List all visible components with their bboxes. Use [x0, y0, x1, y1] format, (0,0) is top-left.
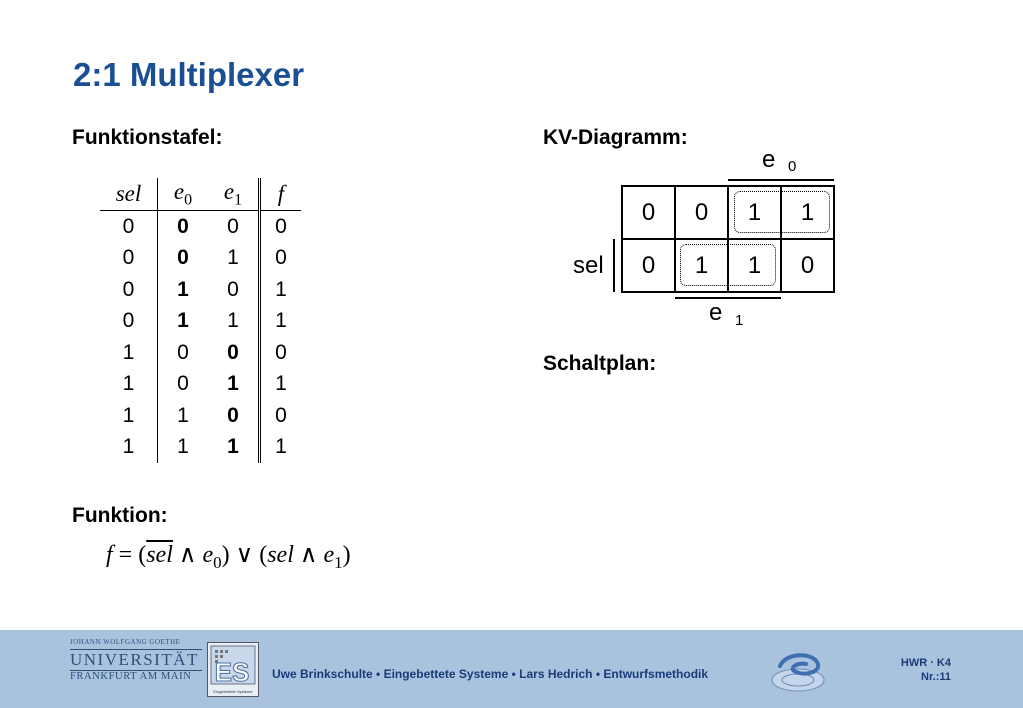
kv-bottom-bracket: [675, 297, 781, 299]
kv-group-sel-bar: [734, 191, 830, 233]
table-row: 1 1 0 0: [100, 400, 301, 432]
slide-title: 2:1 Multiplexer: [73, 56, 305, 93]
function-formula: $f = (\overline{sel}$ ∧ $e_0$) ∨ (sel ∧ $e_1$): [106, 542, 351, 572]
table-row: 0 1 1 1: [100, 306, 301, 338]
svg-text:Eingebettete Systeme: Eingebettete Systeme: [213, 689, 253, 694]
header-sel: sel: [100, 178, 158, 211]
kv-cell: 0: [675, 186, 728, 239]
table-row: 0 0 0 0: [100, 211, 301, 243]
kv-top-sub: 0: [788, 158, 797, 175]
funktionstafel-heading: Funktionstafel:: [72, 126, 223, 149]
kv-cell: 0: [622, 186, 675, 239]
svg-text:ES: ES: [214, 657, 250, 687]
header-e1: $e_1$: [208, 178, 260, 211]
truth-table: [100, 178, 301, 463]
table-row: 1 0 1 1: [100, 369, 301, 401]
footer-credits: Uwe Brinkschulte • Eingebettete Systeme • Lars Hedrich • Entwurfsmethodik: [272, 667, 709, 681]
kv-top-bracket: [728, 179, 834, 181]
header-f: f: [260, 178, 302, 211]
es-logo-icon: [208, 643, 258, 696]
kv-diagramm-heading: KV-Diagramm:: [543, 126, 688, 149]
kv-cell: 1: [675, 239, 728, 292]
table-row: 1 1 1 1: [100, 432, 301, 464]
kv-cell: 0: [622, 239, 675, 292]
kv-cell: 0: [781, 239, 834, 292]
kv-bottom-sub: 1: [735, 312, 744, 329]
globe-logo-icon: [770, 650, 826, 694]
header-e0: $e_0$: [158, 178, 209, 211]
es-logo: [207, 642, 259, 697]
page-number: HWR · K4 Nr.:11: [900, 657, 951, 683]
truth-table-header: [100, 178, 301, 211]
university-logo: JOHANN WOLFGANG GOETHE UNIVERSITÄT FRANKFURT AM MAIN: [70, 638, 202, 682]
kv-cell: 1: [728, 239, 781, 292]
schaltplan-heading: Schaltplan:: [543, 352, 657, 375]
table-row: 0 0 1 0: [100, 243, 301, 275]
kv-side-label: sel: [573, 252, 604, 279]
kv-cell: 1: [728, 186, 781, 239]
kv-side-bracket: [613, 239, 615, 292]
kv-cell: 1: [781, 186, 834, 239]
table-row: 0 1 0 1: [100, 274, 301, 306]
footer-bar: [0, 630, 1023, 708]
kv-group-sel: [680, 244, 776, 286]
kv-top-label: e: [762, 146, 776, 173]
funktion-heading: Funktion:: [72, 504, 168, 527]
kv-bottom-label: e: [709, 299, 723, 326]
table-row: 1 0 0 0: [100, 337, 301, 369]
